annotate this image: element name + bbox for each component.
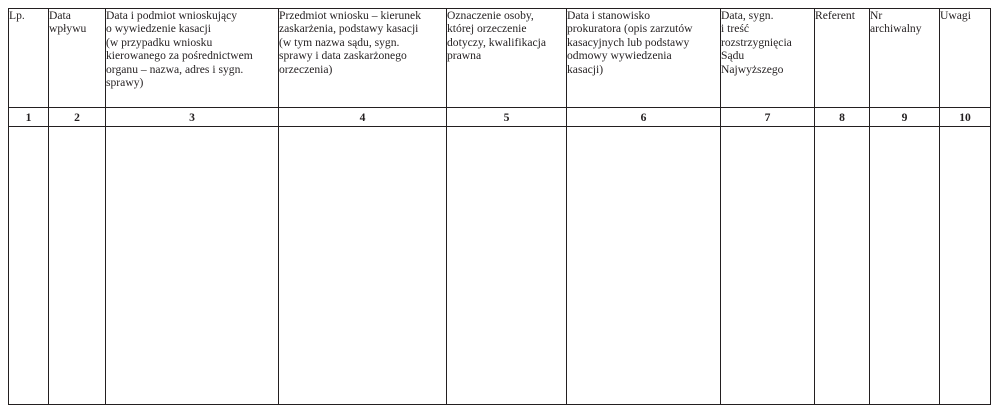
entry-cell [721, 127, 815, 405]
header-row [9, 9, 991, 108]
col-header-rozstrzygniecie-sn: Data, sygn. i treść rozstrzygnięcia Sądu Najwyższego [721, 9, 815, 108]
col-number: 8 [815, 108, 870, 127]
entry-cell [870, 127, 940, 405]
col-header-podmiot-wnioskujacy: Data i podmiot wnioskujący o wywiedzenie kasacji (w przypadku wniosku kierowanego za pośrednictwem organu – nazwa, adres i sygn. sprawy) [106, 9, 279, 108]
col-number: 3 [106, 108, 279, 127]
col-header-oznaczenie-osoby: Oznaczenie osoby, której orzeczenie dotyczy, kwalifikacja prawna [447, 9, 567, 108]
col-number: 4 [279, 108, 447, 127]
col-header-stanowisko-prokuratora: Data i stanowisko prokuratora (opis zarzutów kasacyjnych lub podstawy odmowy wywiedzenia kasacji) [567, 9, 721, 108]
col-number: 1 [9, 108, 49, 127]
entry-cell [9, 127, 49, 405]
col-header-uwagi: Uwagi [940, 9, 991, 108]
empty-entry-row [9, 127, 991, 405]
col-number: 2 [49, 108, 106, 127]
entry-cell [106, 127, 279, 405]
col-header-data-wplywu: Data wpływu [49, 9, 106, 108]
entry-cell [567, 127, 721, 405]
col-number: 5 [447, 108, 567, 127]
col-header-lp: Lp. [9, 9, 49, 108]
entry-cell [815, 127, 870, 405]
entry-cell [49, 127, 106, 405]
column-number-row [9, 108, 991, 127]
col-header-referent: Referent [815, 9, 870, 108]
col-number: 6 [567, 108, 721, 127]
col-number: 7 [721, 108, 815, 127]
col-number: 10 [940, 108, 991, 127]
col-header-przedmiot-wniosku: Przedmiot wniosku – kierunek zaskarżenia, podstawy kasacji (w tym nazwa sądu, sygn. sprawy i data zaskarżonego orzeczenia) [279, 9, 447, 108]
entry-cell [447, 127, 567, 405]
kasacja-register-table [8, 8, 991, 405]
col-header-nr-archiwalny: Nr archiwalny [870, 9, 940, 108]
entry-cell [940, 127, 991, 405]
col-number: 9 [870, 108, 940, 127]
entry-cell [279, 127, 447, 405]
